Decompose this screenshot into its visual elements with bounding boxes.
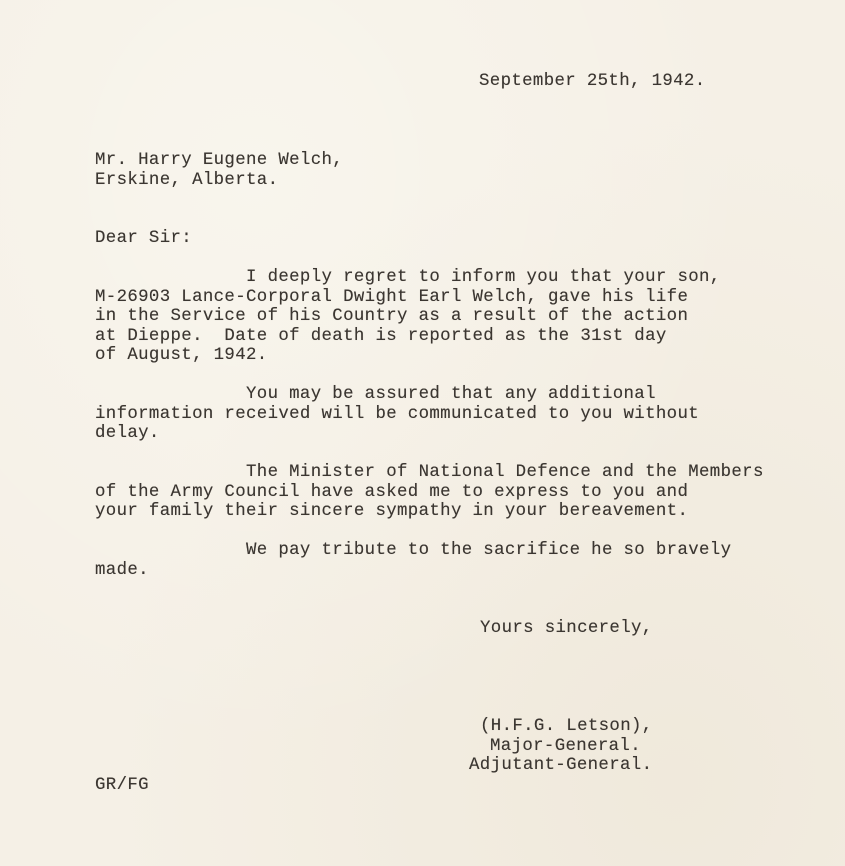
- paragraph-3: [95, 463, 764, 522]
- paragraph-line: made.: [95, 560, 149, 580]
- paragraph-line: You may be assured that any additional: [95, 385, 656, 404]
- recipient-block: [95, 151, 343, 190]
- signature-title: Adjutant-General.: [469, 756, 653, 775]
- salutation: Dear Sir:: [95, 229, 193, 248]
- paragraph-line: information received will be communicated to you without: [95, 404, 700, 424]
- paragraph-line: M-26903 Lance-Corporal Dwight Earl Welch, gave his life: [95, 287, 689, 307]
- recipient-address: Erskine, Alberta.: [95, 170, 279, 190]
- paragraph-line: The Minister of National Defence and the Members: [95, 463, 764, 482]
- paragraph-4: [95, 541, 731, 580]
- paragraph-line: in the Service of his Country as a result of the action: [95, 307, 689, 327]
- paragraph-line: of the Army Council have asked me to express to you and: [95, 482, 689, 502]
- signature-name: (H.F.G. Letson),: [480, 717, 653, 736]
- paragraph-line: delay.: [95, 424, 160, 444]
- paragraph-line: at Dieppe. Date of death is reported as the 31st day: [95, 326, 667, 346]
- paragraph-line: I deeply regret to inform you that your son,: [95, 268, 721, 287]
- paragraph-2: [95, 385, 699, 444]
- recipient-name: Mr. Harry Eugene Welch,: [95, 151, 344, 170]
- reference-initials: GR/FG: [95, 776, 149, 795]
- paragraph-line: We pay tribute to the sacrifice he so bravely: [95, 541, 732, 560]
- paragraph-line: of August, 1942.: [95, 346, 268, 366]
- signature-rank: Major-General.: [490, 737, 642, 756]
- paragraph-line: your family their sincere sympathy in your bereavement.: [95, 502, 689, 522]
- letter-date: September 25th, 1942.: [479, 72, 706, 91]
- paragraph-1: [95, 268, 721, 366]
- closing: Yours sincerely,: [480, 619, 653, 638]
